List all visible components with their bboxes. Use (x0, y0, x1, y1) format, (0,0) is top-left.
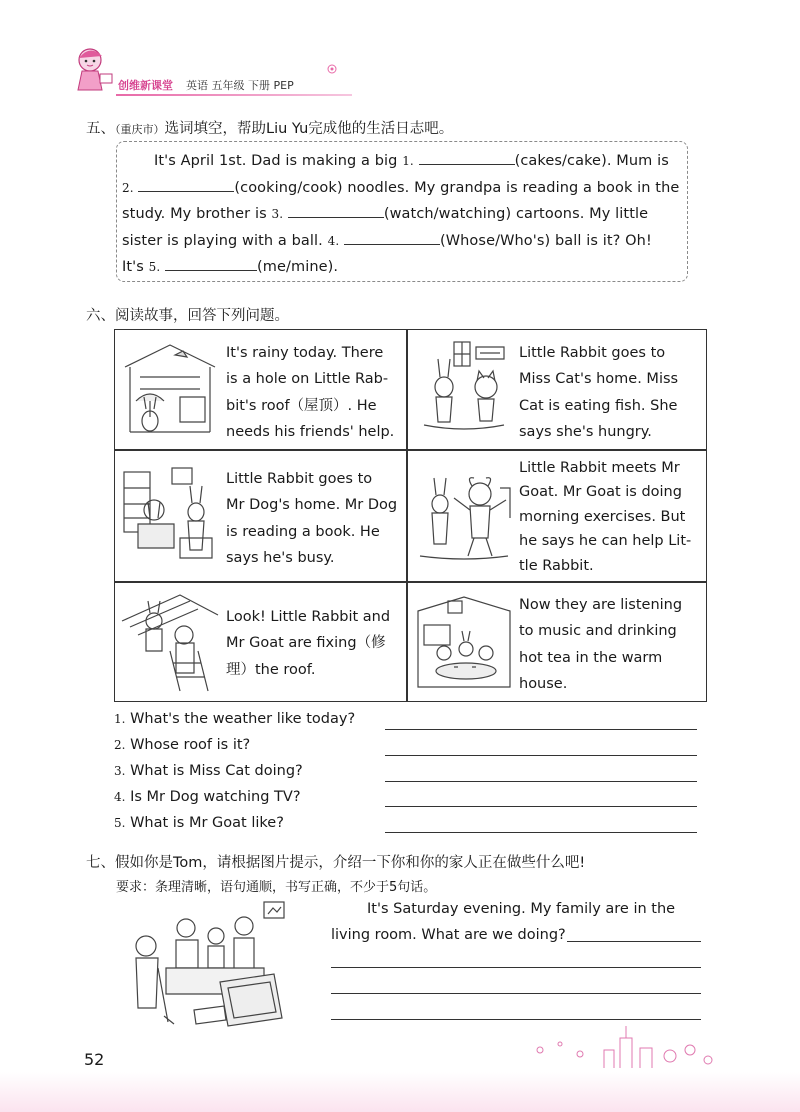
panel-4-text (519, 456, 703, 578)
section7-title: 七、假如你是Tom，请根据图片提示，介绍一下你和你的家人正在做些什么吧! (86, 855, 586, 871)
section5-title: 选词填空，帮助Liu Yu完成他的生活日志吧。 (164, 121, 454, 137)
panel-line: Cat is eating fish. She (519, 397, 678, 414)
answer-line-4[interactable] (385, 806, 697, 807)
answer-line-5[interactable] (385, 832, 697, 833)
panel-line: Little Rabbit goes to (226, 471, 373, 487)
text: (cooking/cook) noodles. My grandpa is reading a book in the (234, 179, 680, 196)
question-3 (114, 763, 303, 779)
question-2 (114, 737, 250, 753)
writing-line-3[interactable] (331, 993, 701, 994)
grid-divider (114, 581, 707, 583)
diary-box (116, 141, 688, 282)
panel-line: Mr Dog's home. Mr Dog (226, 497, 398, 514)
writing-line-1[interactable] (567, 941, 701, 942)
panel-1-text (226, 340, 403, 446)
panel-line: morning exercises. But (519, 508, 686, 525)
answer-blank-4[interactable] (344, 230, 440, 245)
panel-line: 理）the roof. (226, 661, 316, 678)
panel-5-text (226, 604, 403, 683)
panel-line: tle Rabbit. (519, 557, 594, 574)
section5-heading (86, 117, 453, 138)
writing-line-2[interactable] (331, 967, 701, 968)
writing-prompt-line-1: It's Saturday evening. My family are in the (367, 901, 676, 917)
grid-divider (406, 329, 408, 702)
text: sister is playing with a ball. (122, 232, 328, 249)
panel-line: Little Rabbit meets Mr (519, 460, 680, 476)
question-text: What is Mr Goat like? (130, 815, 284, 831)
text: It's April 1st. Dad is making a big (154, 153, 403, 169)
diary-line-1 (117, 148, 687, 175)
question-text: Is Mr Dog watching TV? (130, 789, 301, 805)
text: (cakes/cake). Mum is (514, 153, 669, 169)
question-number: 4. (114, 790, 126, 804)
panel-line: needs his friends' help. (226, 424, 395, 441)
text: (me/mine). (257, 259, 339, 276)
question-number: 1. (114, 712, 126, 726)
panel-line: hot tea in the warm (519, 649, 663, 666)
panel-line: bit's roof（屋顶）. He (226, 397, 377, 414)
rabbit-goat-picture (414, 458, 514, 570)
panel-line: Miss Cat's home. Miss (519, 371, 679, 388)
diary-line-5 (117, 254, 687, 281)
text: (Whose/Who's) ball is it? Oh! (439, 232, 652, 249)
panel-line: house. (519, 676, 568, 693)
section5-number: 五、 (86, 121, 115, 137)
answer-blank-1[interactable] (419, 150, 515, 165)
section6-title: 六、阅读故事，回答下列问题。 (86, 308, 289, 324)
writing-prompt-line-2: living room. What are we doing? (331, 927, 566, 943)
text: study. My brother is (122, 206, 272, 223)
question-text: What is Miss Cat doing? (130, 763, 303, 779)
section7-requirement: 要求：条理清晰，语句通顺，书写正确，不少于5句话。 (116, 880, 437, 895)
blank-number: 2. (122, 180, 134, 195)
tea-party-picture (414, 591, 514, 693)
question-number: 5. (114, 816, 126, 830)
panel-line: Goat. Mr Goat is doing (519, 484, 682, 501)
panel-line: Mr Goat are fixing（修 (226, 635, 386, 652)
section5-region: （重庆市） (115, 123, 165, 136)
answer-blank-3[interactable] (288, 203, 384, 218)
question-4 (114, 789, 301, 805)
question-number: 3. (114, 764, 126, 778)
panel-6-text (519, 592, 703, 698)
blank-number: 1. (402, 154, 414, 168)
question-1 (114, 711, 355, 727)
answer-blank-5[interactable] (165, 256, 257, 271)
page-number: 52 (84, 1050, 105, 1069)
flower-icon (322, 62, 342, 76)
rabbit-rain-picture (120, 337, 220, 437)
panel-line: he says he can help Lit- (519, 533, 692, 550)
panel-line: Look! Little Rabbit and (226, 609, 391, 625)
panel-line: is reading a book. He (226, 523, 380, 540)
panel-line: is a hole on Little Rab- (226, 371, 389, 388)
panel-line: Now they are listening (519, 597, 683, 613)
text: It's (122, 259, 149, 276)
blank-number: 5. (148, 260, 161, 275)
text: (watch/watching) cartoons. My little (383, 206, 649, 223)
header-underline (116, 94, 352, 96)
question-text: What's the weather like today? (130, 711, 356, 727)
blank-number: 3. (271, 207, 284, 222)
answer-blank-2[interactable] (138, 177, 234, 192)
answer-line-1[interactable] (385, 729, 697, 730)
diary-line-2 (117, 175, 687, 202)
family-living-room-picture (124, 898, 296, 1030)
fixing-roof-picture (120, 591, 220, 693)
rabbit-dog-picture (120, 458, 220, 570)
panel-line: says she's hungry. (519, 424, 652, 441)
panel-3-text (226, 466, 403, 572)
answer-line-2[interactable] (385, 755, 697, 756)
panel-line: says he's busy. (226, 550, 335, 567)
answer-line-3[interactable] (385, 781, 697, 782)
question-5 (114, 815, 284, 831)
castle-decoration-icon (520, 1020, 720, 1070)
series-name: 创维新课堂 (118, 79, 173, 92)
footer-band (0, 1072, 800, 1112)
blank-number: 4. (327, 233, 340, 248)
grid-divider (114, 449, 707, 451)
panel-line: It's rainy today. There (226, 345, 384, 361)
question-text: Whose roof is it? (130, 737, 251, 753)
diary-line-3 (117, 201, 687, 228)
book-meta: 英语 五年级 下册 PEP (186, 79, 294, 92)
diary-line-4 (117, 228, 687, 255)
rabbit-cat-picture (414, 337, 514, 437)
panel-2-text (519, 340, 703, 446)
question-number: 2. (114, 738, 126, 752)
panel-line: Little Rabbit goes to (519, 345, 666, 361)
panel-line: to music and drinking (519, 623, 677, 640)
girl-mascot-icon (72, 44, 116, 98)
